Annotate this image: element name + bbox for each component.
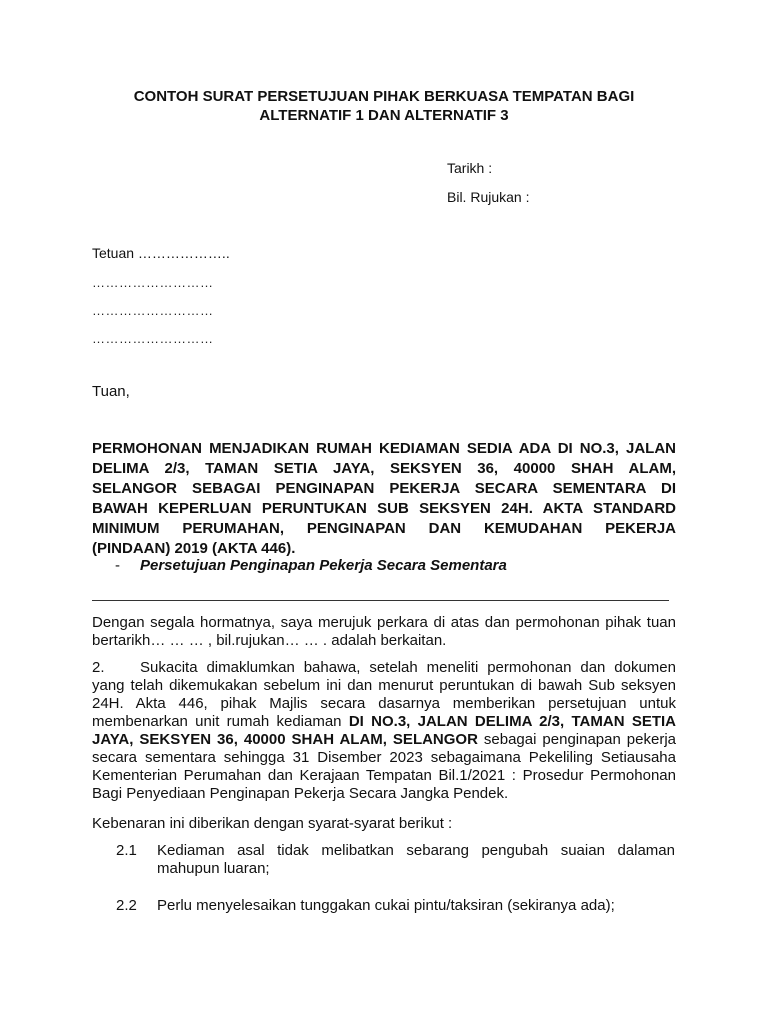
para2-line-5-text: sebagai penginapan pekerja [477,731,677,748]
condition-2-1-number: 2.1 [116,842,137,859]
condition-2-1-line-2: mahupun luaran; [157,860,270,877]
subject-line-3: SELANGOR SEBAGAI PENGINAPAN PEKERJA SECARA SEMENTARA DI [92,480,676,497]
para2-line-4-address: DI NO.3, JALAN DELIMA 2/3, TAMAN SETIA [348,713,677,730]
condition-2-2-line-1: Perlu menyelesaikan tunggakan cukai pintu/taksiran (sekiranya ada); [157,897,615,914]
para2-number: 2. [92,659,105,676]
subject-line-1: PERMOHONAN MENJADIKAN RUMAH KEDIAMAN SEDIA ADA DI NO.3, JALAN [92,440,676,457]
address-line-4: ……………………… [92,331,214,346]
sub-item-dash: - [115,557,120,574]
para2-line-6: secara sementara sehingga 31 Disember 2023 sebagaimana Pekeliling Setiausaha [92,749,676,766]
condition-2-1-line-1: Kediaman asal tidak melibatkan sebarang pengubah suaian dalaman [157,842,675,859]
condition-2-2-number: 2.2 [116,897,137,914]
subject-line-6: (PINDAAN) 2019 (AKTA 446). [92,540,296,557]
reference-label: Bil. Rujukan : [447,189,530,205]
document-title-line-2: ALTERNATIF 1 DAN ALTERNATIF 3 [259,107,509,124]
subject-line-2: DELIMA 2/3, TAMAN SETIA JAYA, SEKSYEN 36, 40000 SHAH ALAM, [92,460,676,477]
address-line-2: ……………………… [92,275,214,290]
para2-line-5-address: JAYA, SEKSYEN 36, 40000 SHAH ALAM, SELANGOR [92,731,478,748]
subject-line-4: BAWAH KEPERLUAN PERUNTUKAN SUB SEKSYEN 24H. AKTA STANDARD [92,500,676,517]
para2-line-1: Sukacita dimaklumkan bahawa, setelah meneliti permohonan dan dokumen [140,659,676,676]
horizontal-rule [92,600,669,601]
conditions-intro: Kebenaran ini diberikan dengan syarat-syarat berikut : [92,815,453,832]
para2-line-4-text: membenarkan unit rumah kediaman [92,713,349,730]
para2-line-2: yang telah dikemukakan sebelum ini dan menurut peruntukan di bawah Sub seksyen [92,677,676,694]
para2-line-3: 24H. Akta 446, pihak Majlis secara dasarnya memberikan persetujuan untuk [92,695,676,712]
address-line-1: Tetuan ……………….. [92,245,230,261]
sub-item-text: Persetujuan Penginapan Pekerja Secara Sementara [140,557,507,574]
date-label: Tarikh : [447,160,493,176]
para1-line-1: Dengan segala hormatnya, saya merujuk perkara di atas dan permohonan pihak tuan [92,614,676,631]
subject-line-5: MINIMUM PERUMAHAN, PENGINAPAN DAN KEMUDAHAN PEKERJA [92,520,676,537]
address-line-3: ……………………… [92,303,214,318]
para2-line-4 [92,713,676,730]
para1-line-2: bertarikh… … … , bil.rujukan… … . adalah berkaitan. [92,632,447,649]
document-title-line-1: CONTOH SURAT PERSETUJUAN PIHAK BERKUASA TEMPATAN BAGI [133,88,635,105]
salutation: Tuan, [92,383,130,400]
para2-line-7: Kementerian Perumahan dan Kerajaan Tempatan Bil.1/2021 : Prosedur Permohonan [92,767,676,784]
para2-line-5 [92,731,676,748]
para2-line-8: Bagi Penyediaan Penginapan Pekerja Secara Jangka Pendek. [92,785,509,802]
